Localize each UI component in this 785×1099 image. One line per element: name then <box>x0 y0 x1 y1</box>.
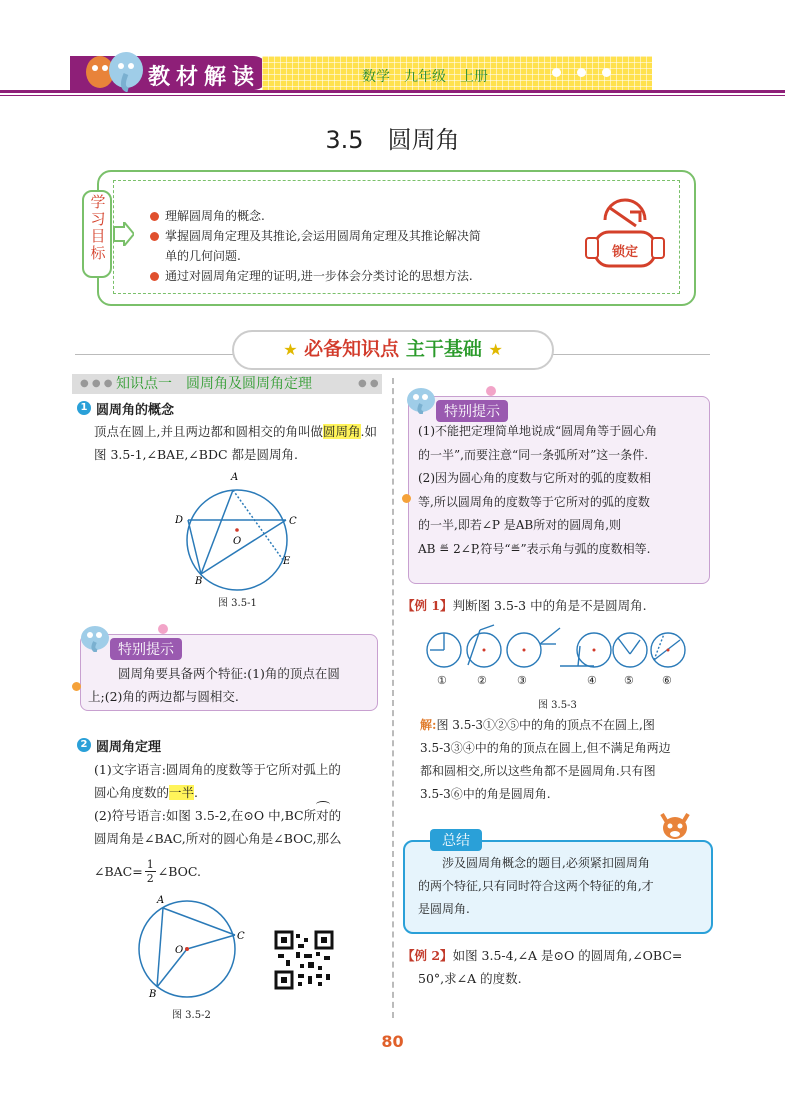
decor-dot <box>72 682 81 691</box>
tip-label: 特别提示 <box>110 638 182 660</box>
point-label: A <box>157 895 165 906</box>
tip-text: (1)不能把定理简单地说成“圆周角等于圆心角 的一半”,而要注意“同一条弧所对”这一条件. (2)因为圆心角的度数与它所对的弧的度数相 等,所以圆周角的度数等于它所对的弧的度数 的一半,即若∠P 是AB所对的圆周角,则 AB ≝ 2∠P,符号“≝”表示角与弧的度数相等. <box>418 424 658 556</box>
banner-part1: 必备知识点 <box>304 338 400 360</box>
qr-code-icon[interactable] <box>274 930 334 990</box>
theorem-line: (1)文字语言:圆周角的度数等于它所对弧上的 <box>94 762 341 777</box>
tip-text: 圆周角要具备两个特征:(1)角的顶点在圆 <box>118 666 340 681</box>
section-banner: ★ 必备知识点 主干基础 ★ <box>232 330 554 370</box>
number-badge: 2 <box>77 738 91 752</box>
header-dot <box>602 68 611 77</box>
figure-caption: 图 3.5-3 <box>538 700 577 711</box>
example-1: 【例 1】判断图 3.5-3 中的角是不是圆周角. <box>402 598 647 613</box>
figure-3-5-1 <box>175 468 300 596</box>
decor-dot <box>402 494 411 503</box>
subfigure-label: ① <box>437 674 447 687</box>
column-divider <box>392 378 394 1018</box>
arrow-icon <box>112 222 134 246</box>
summary-label: 总结 <box>430 829 482 851</box>
point-label: C <box>289 516 297 527</box>
objective-item-cont: 单的几何问题. <box>165 249 241 263</box>
theorem-line: 圆心角度数的一半. <box>94 785 199 800</box>
bar-dots: ● ● <box>358 378 379 389</box>
objective-item: 掌握圆周角定理及其推论,会运用圆周角定理及其推论解决简 <box>150 226 550 246</box>
decor-dot <box>486 386 496 396</box>
subfigure-label: ④ <box>587 674 597 687</box>
objective-item: 理解圆周角的概念. <box>150 206 550 226</box>
subfigure-label: ⑥ <box>662 674 672 687</box>
bar-dots: ● ● ● <box>80 378 113 389</box>
header-grade: 九年级 <box>404 69 446 85</box>
point-label: O <box>175 945 184 956</box>
point-label: D <box>175 515 184 526</box>
fox-icon <box>654 804 696 842</box>
heading-inscribed-angle-concept: 圆周角的概念 <box>96 403 175 418</box>
arc-mark <box>316 801 330 808</box>
point-label: B <box>195 576 203 587</box>
theorem-formula: ∠BAC= $\frac{1}{2}$ ∠BOC. <box>94 858 201 885</box>
point-label: C <box>237 931 245 942</box>
solution-text: 解:图 3.5-3①②⑤中的角的顶点不在圆上,图 3.5-3③④中的角的顶点在圆上,但不满足角两边 都和圆相交,所以这些角都不是圆周角.只有图 3.5-3⑥中的角是圆周角. <box>420 718 671 801</box>
decor-dot <box>158 624 168 634</box>
header-subject: 数学 <box>362 69 390 85</box>
elephant-icon <box>404 384 438 414</box>
tip-label: 特别提示 <box>436 400 508 422</box>
page-number: 80 <box>381 1032 404 1051</box>
point-label: O <box>233 536 242 547</box>
figure-3-5-2 <box>135 893 255 1003</box>
header-title: 教材解读 <box>148 65 261 90</box>
knowledge-point-title: 知识点一 圆周角及圆周角定理 <box>116 376 312 392</box>
mascot-icon <box>78 40 148 92</box>
header-rule-thin <box>0 95 785 96</box>
header-dot <box>577 68 586 77</box>
objectives-label: 学习目标 <box>82 190 112 278</box>
tip-text: 上;(2)角的两边都与圆相交. <box>88 689 239 704</box>
term-highlight: 圆周角 <box>322 424 361 439</box>
definition-paragraph: 顶点在圆上,并且两边都和圆相交的角叫做圆周角.如图 3.5-1,∠BAE,∠BDC 都是圆周角. <box>94 424 377 462</box>
summary-text: 涉及圆周角概念的题目,必须紧扣圆周角 的两个特征,只有同时符合这两个特征的角,才 是圆周角. <box>418 856 654 916</box>
section-title: 3.5 圆周角 <box>325 126 460 154</box>
header-grid-band <box>262 56 652 90</box>
subfigure-label: ⑤ <box>624 674 634 687</box>
term-highlight: 一半 <box>169 785 195 800</box>
example-2: 【例 2】如图 3.5-4,∠A 是⊙O 的圆周角,∠OBC= 50°,求∠A 的度数. <box>402 948 683 986</box>
target-lock-icon <box>580 190 670 280</box>
objective-item: 通过对圆周角定理的证明,进一步体会分类讨论的思想方法. <box>150 266 550 286</box>
lock-label: 锁定 <box>611 245 639 260</box>
header-dot <box>552 68 561 77</box>
header-volume: 上册 <box>460 69 488 85</box>
bullet-icon <box>150 272 159 281</box>
figure-3-5-3 <box>418 620 703 672</box>
bullet-icon <box>150 232 159 241</box>
heading-inscribed-angle-theorem: 圆周角定理 <box>96 740 162 755</box>
figure-caption: 图 3.5-2 <box>172 1010 211 1021</box>
figure-caption: 图 3.5-1 <box>218 598 257 609</box>
subfigure-label: ② <box>477 674 487 687</box>
theorem-line: 圆周角是∠BAC,所对的圆心角是∠BOC,那么 <box>94 831 342 846</box>
bullet-icon <box>150 212 159 221</box>
point-label: E <box>283 556 291 567</box>
elephant-icon <box>78 622 112 652</box>
subfigure-label: ③ <box>517 674 527 687</box>
banner-part2: 主干基础 <box>405 338 482 360</box>
theorem-line: (2)符号语言:如图 3.5-2,在⊙O 中,BC所对的 <box>94 808 342 823</box>
point-label: B <box>149 989 157 1000</box>
point-label: A <box>231 472 239 483</box>
number-badge: 1 <box>77 401 91 415</box>
